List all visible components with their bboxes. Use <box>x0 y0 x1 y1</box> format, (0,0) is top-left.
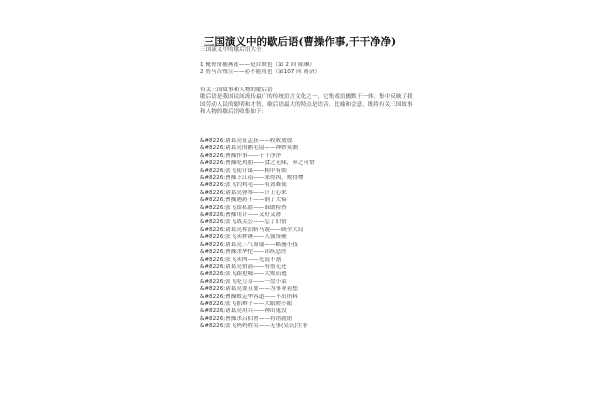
list-item: &#8226;曹操作事——干干净净 <box>200 152 282 159</box>
document-subtitle: 三国演义中的歇后语大全 <box>200 47 262 53</box>
intro-heading: 有关三国故事和人物的歇后语 <box>200 87 273 93</box>
list-item: &#8226;诸葛亮要且要——为事业着想 <box>200 286 298 293</box>
list-item: &#8226;诸葛亮征孟获——收收放放 <box>200 138 293 144</box>
list-item: &#8226;张飞使计谋——粗中有细 <box>200 167 287 174</box>
list-item: &#8226;曹操杀吕伯奢——将错就错 <box>200 315 293 322</box>
list-item: &#8226;诸葛亮三气周瑜——略施小技 <box>200 241 298 248</box>
list-item: &#8226;诸葛亮用兵——神出鬼没 <box>200 308 287 315</box>
list-item: &#8226;张飞钓鸡毛——有劲难使 <box>200 182 287 189</box>
list-item: &#8226;诸葛亮弹琴——计上心来 <box>200 189 287 196</box>
list-item: &#8226;诸葛亮挥泪斩马谡——顾全大局 <box>200 226 304 233</box>
saying-list <box>200 138 415 331</box>
quote-list <box>200 62 415 77</box>
intro-section <box>200 87 415 117</box>
list-item: &#8226;张飞抓辫子——大眼瞪小眼 <box>200 300 293 307</box>
list-item: &#8226;张飞妈妈姓吴——无事(吴氏)生非 <box>200 323 308 330</box>
list-item: &#8226;张飞跟抢城——大败而逃 <box>200 271 287 278</box>
list-item: &#8226;曹操败走华容道——不出所料 <box>200 293 298 300</box>
list-item: &#8226;曹操下江南——来得凶，败得惨 <box>200 175 304 182</box>
list-item: &#8226;张飞战关公——忘了旧情 <box>200 219 287 226</box>
list-item: &#8226;张飞卖肉——光说不割 <box>200 256 282 263</box>
list-item: &#8226;诸葛亮借箭——有借无还 <box>200 263 287 270</box>
list-item: &#8226;曹操遇蒋干——倒了大霉 <box>200 197 287 204</box>
list-item: &#8226;曹操用计——又好又滑 <box>200 212 282 219</box>
quote-item: 1 俺哥哥捕燕雀——是自欺也（第 2 回 陈琳） <box>200 62 315 68</box>
list-item: &#8226;诸葛亮的鹅毛扇——神妙莫测 <box>200 145 298 152</box>
intro-paragraph: 歇后语是我国民间流传最广的传统语言文化之一，它集戏语幽默于一体，集中反映了我国劳动人民的聪明和才智，歇后语最大的特点是语音、比喻和会意，既将有关三国故事和人物的歇后语收集如下： <box>200 94 413 116</box>
list-item: &#8226;张飞银私盐——谁敢检查 <box>200 204 287 211</box>
list-item: &#8226;曹操吃鸡肋——食之无味，弃之可惜 <box>200 160 315 167</box>
list-item: &#8226;曹操杀华佗——讳疾忌医 <box>200 249 287 256</box>
list-item: &#8226;张飞吃豆芽——一盘小菜 <box>200 278 287 285</box>
quote-item: 2 剪马否残豆——必不能用也（第107 回 蒋济） <box>200 69 321 76</box>
list-item: &#8226;张飞卖秤锤——人强货硬 <box>200 234 287 241</box>
document-title: 三国演义中的歇后语(曹操作事,干干净净) <box>203 36 397 48</box>
